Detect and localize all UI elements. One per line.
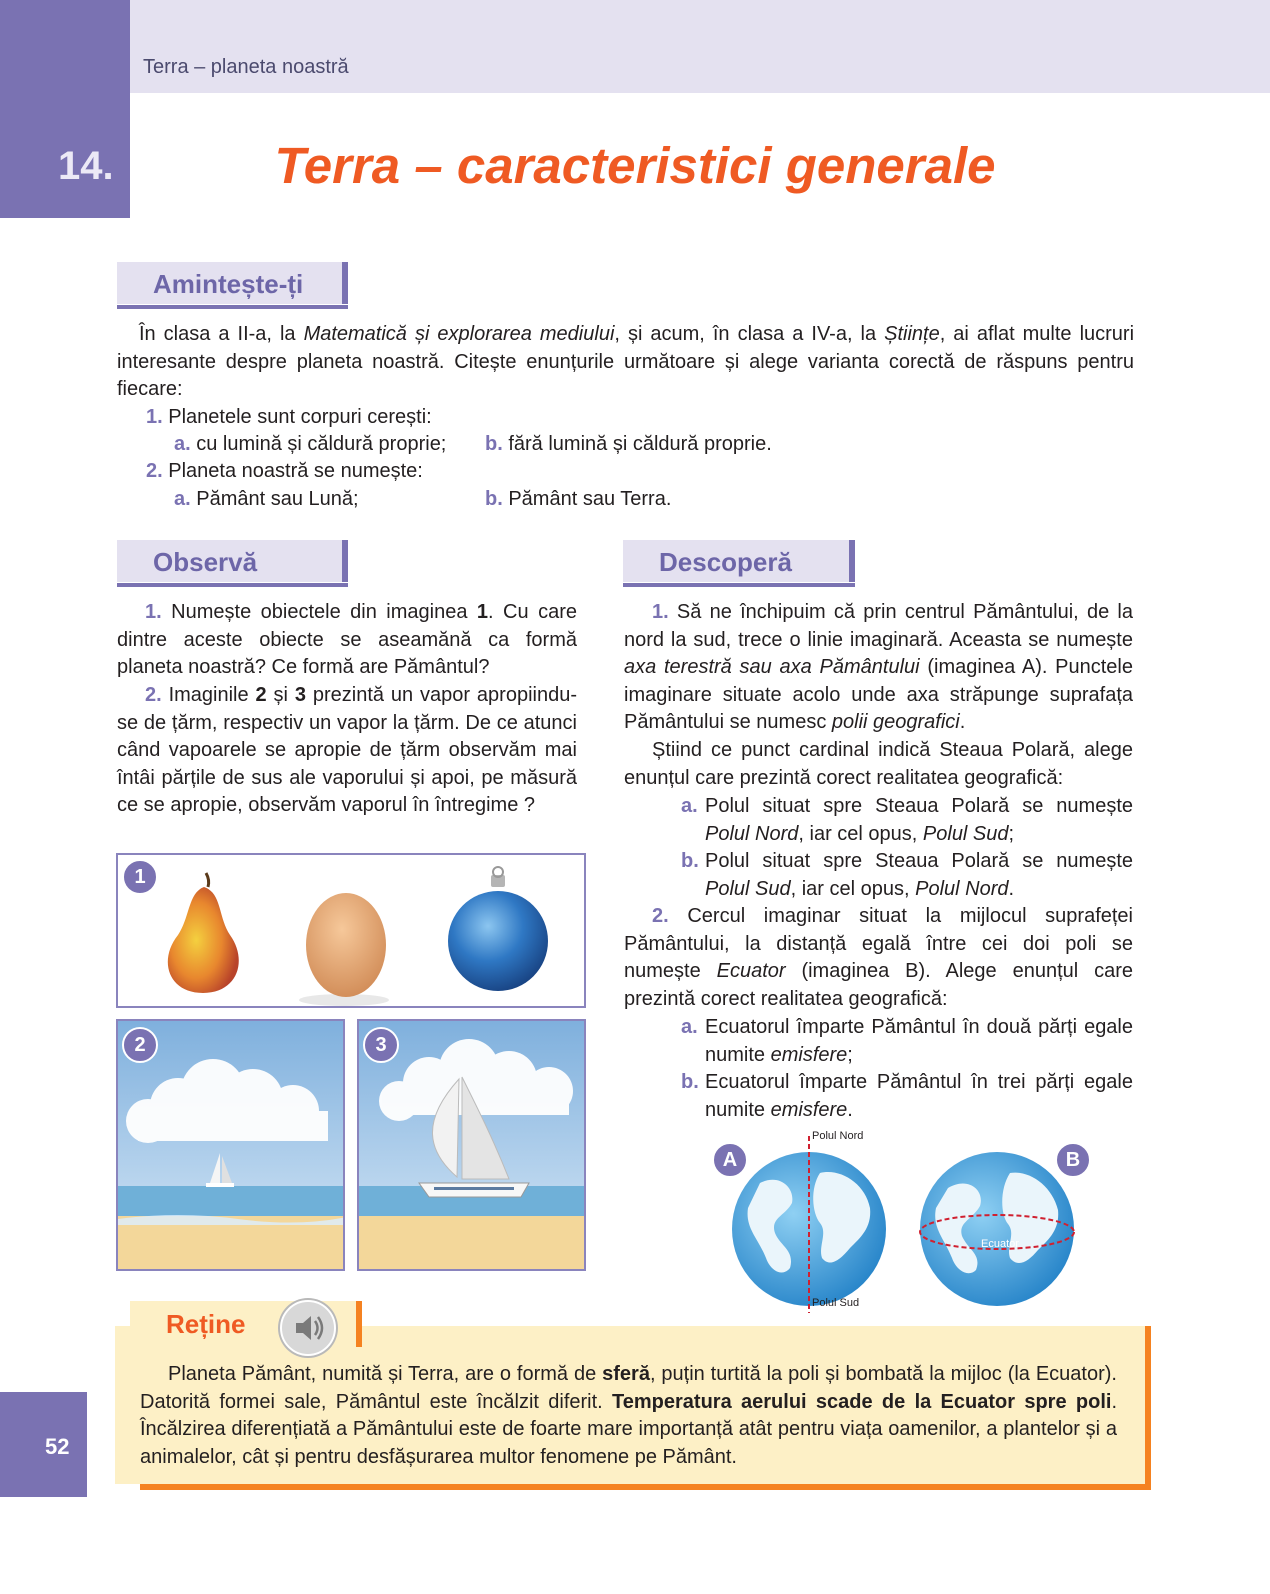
descopera-paragraph-2: Știind ce punct cardinal indică Steaua Polară, alege enunțul care prezintă corect realitatea geografică: [624, 739, 1133, 789]
label-polul-nord: Polul Nord [812, 1130, 864, 1142]
egg-icon [299, 893, 389, 1006]
section-heading: Observă [153, 547, 258, 577]
page-number: 52 [45, 1434, 70, 1459]
descopera-option-1a: a. Polul situat spre Steaua Polară se numește Polul Nord, iar cel opus, Polul Sud; [681, 795, 1133, 845]
descopera-paragraph-3: 2. Cercul imaginar situat la mijlocul suprafeței Pământului, la distanță egală între cei doi poli se numește Ecuator (imaginea B). Alege enunțul care prezintă corect realitatea geografică: [624, 905, 1133, 1010]
section-descopera [623, 540, 855, 582]
globe-b-icon [920, 1152, 1074, 1306]
ship-near-illustration [359, 1021, 586, 1271]
image-badge: 1 [122, 859, 158, 895]
page-title: Terra – caracteristici generale [274, 137, 996, 194]
q2-option-b: b. Pământ sau Terra. [485, 488, 672, 510]
audio-button[interactable] [280, 1300, 336, 1356]
q1-option-a: a. cu lumină și căldură proprie; [174, 433, 447, 455]
descopera-option-1b: b. Polul situat spre Steaua Polară se numește Polul Sud, iar cel opus, Polul Nord. [681, 850, 1133, 900]
image-badge: 3 [363, 1027, 399, 1063]
observa-paragraph-1: 1. Numește obiectele din imaginea 1. Cu care dintre aceste obiecte se aseamănă ca formă planeta noastră? Ce formă are Pământul? [117, 601, 577, 678]
descopera-paragraph-1: 1. Să ne închipuim că prin centrul Pământului, de la nord la sud, trece o linie imaginară. Aceasta se numește axa terestră sau axa Pământului (imaginea A). Punctele imaginare situate acolo unde axa străpunge suprafața Pământului se numesc polii geografici. [624, 601, 1133, 733]
aminteste-intro: În clasa a II-a, la Matematică și explorarea mediului, și acum, în clasa a IV-a, la Științe, ai aflat multe lucruri interesante despre planeta noastră. Citește enunțurile următoare și alege varianta corectă de răspuns pentru fiecare: [117, 323, 1135, 400]
section-observa [117, 540, 348, 582]
globe-badge-a: A [712, 1142, 748, 1178]
question-2: 2. Planeta noastră se numește: [146, 460, 423, 482]
header-band [130, 0, 1270, 93]
q2-option-a: a. Pământ sau Lună; [174, 488, 359, 510]
question-1: 1. Planetele sunt corpuri cerești: [146, 406, 432, 428]
descopera-option-2b: b. Ecuatorul împarte Pământul în trei părți egale numite emisfere. [681, 1071, 1133, 1121]
observa-paragraph-2: 2. Imaginile 2 și 3 prezintă un vapor apropiindu-se de țărm, respectiv un vapor la țărm. De ce atunci când vapoarele se apropie de țărm observăm mai întâi părțile de sus ale vaporului și apoi, pe măsură ce se apropie, observăm vaporul în întregime ? [117, 684, 577, 816]
image-3-ship-near [357, 1019, 586, 1271]
image-badge: 2 [122, 1027, 158, 1063]
pear-icon [168, 873, 239, 993]
section-heading: Descoperă [659, 547, 792, 577]
descopera-option-2a: a. Ecuatorul împarte Pământul în două părți egale numite emisfere; [681, 1016, 1133, 1066]
globe-badge-b: B [1055, 1142, 1091, 1178]
label-polul-sud: Polul Sud [812, 1297, 860, 1309]
ornament-ball-icon [448, 867, 548, 991]
objects-illustration [118, 855, 586, 1008]
ship-far-illustration [118, 1021, 345, 1271]
page-number-block [0, 1392, 87, 1497]
retine-text: Planeta Pământ, numită și Terra, are o formă de sferă, puțin turtită la poli și bombată la mijloc (la Ecuator). Datorită formei sale, Pământul este încălzit diferit. Temperatura aerului scade de la Ecuator spre poli. Încălzirea diferențiată a Pământului este de foarte mare importanță atât pentru viața oamenilor, a plantelor și a animalelor, cât și pentru desfășurarea multor fenomene pe Pământ. [140, 1363, 1118, 1468]
image-2-ship-far [116, 1019, 345, 1271]
globe-a-icon [732, 1136, 886, 1313]
section-aminteste [117, 262, 348, 304]
lesson-number: 14. [58, 144, 114, 188]
label-ecuator: Ecuator [981, 1238, 1019, 1250]
retine-underline [140, 1484, 1151, 1490]
globes-illustration [700, 1128, 1100, 1313]
section-heading: Amintește-ți [153, 269, 304, 299]
speaker-icon [282, 1302, 334, 1354]
section-heading: Reține [166, 1309, 246, 1339]
q1-option-b: b. fără lumină și căldură proprie. [485, 433, 772, 455]
chapter-title: Terra – planeta noastră [143, 56, 349, 78]
image-1-objects [116, 853, 586, 1008]
